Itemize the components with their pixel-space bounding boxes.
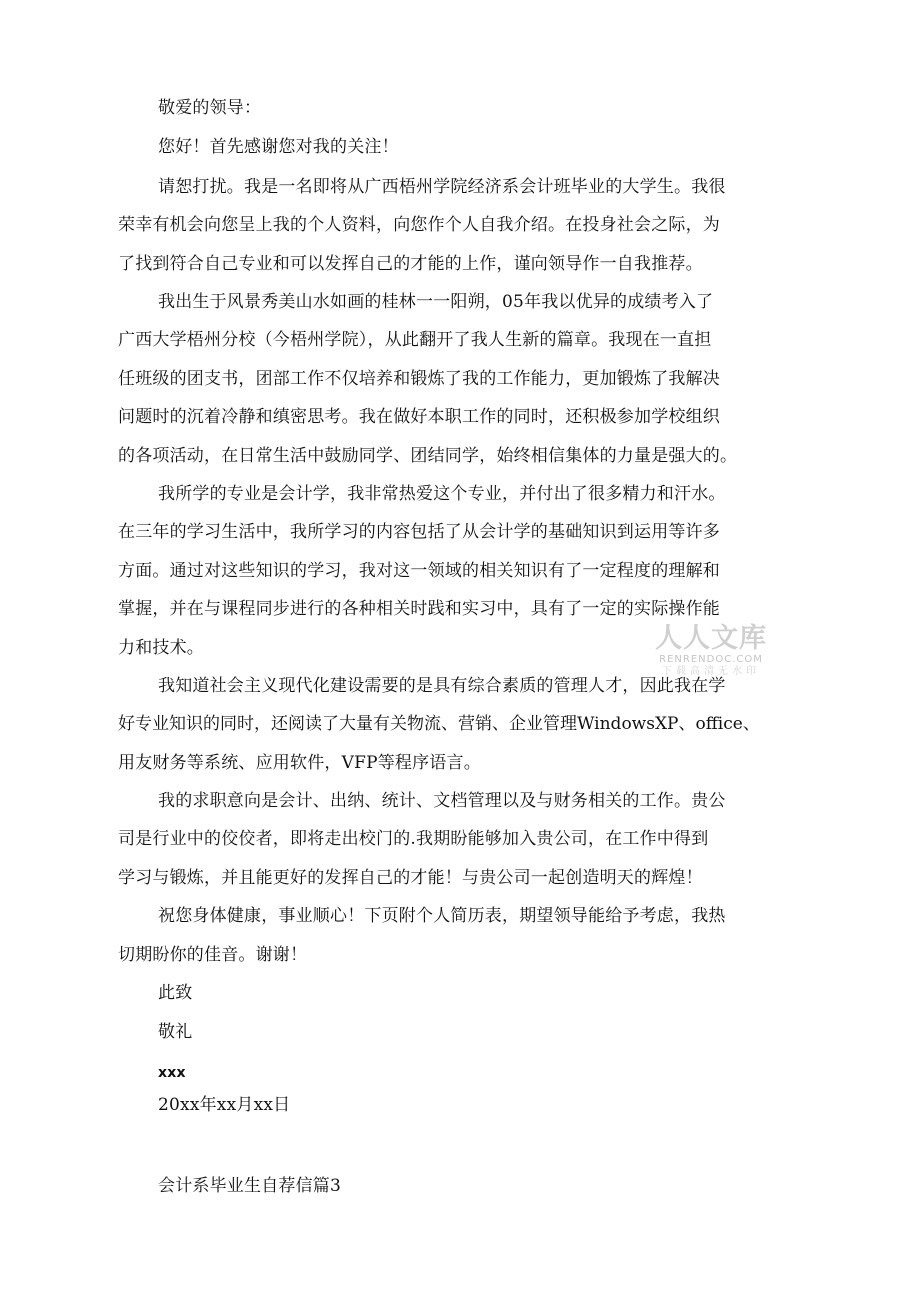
paragraph-line: 切期盼你的佳音。谢谢！ [118,945,308,965]
paragraph-line: 问题时的沉着冷静和缜密思考。我在做好本职工作的同时，还积极参加学校组织 [118,407,720,427]
closing-regards: 此致 [158,983,193,1003]
paragraph-line: 我的求职意向是会计、出纳、统计、文档管理以及与财务相关的工作。贵公 [158,791,726,811]
paragraph-line: 我知道社会主义现代化建设需要的是具有综合素质的管理人才，因此我在学 [158,676,726,696]
paragraph-line: 了找到符合自己专业和可以发挥自己的才能的上作，谨向领导作一自我推荐。 [118,254,703,274]
paragraph-line: 荣幸有机会向您呈上我的个人资料，向您作个人自我介绍。在投身社会之际，为 [118,215,720,235]
paragraph-line: 力和技术。 [118,638,204,658]
salutation: 敬爱的领导： [158,98,262,118]
paragraph-line: 用友财务等系统、应用软件，VFP等程序语言。 [118,753,481,773]
paragraph-line: 广西大学梧州分校（今梧州学院），从此翻开了我人生新的篇章。我现在一直担 [118,330,712,350]
paragraph-line: 任班级的团支书，团部工作不仅培养和锻炼了我的工作能力，更加锻炼了我解决 [118,369,720,389]
closing-salute: 敬礼 [158,1022,193,1042]
greeting: 您好！首先感谢您对我的关注！ [158,137,399,157]
paragraph-line: 好专业知识的同时，还阅读了大量有关物流、营销、企业管理WindowsXP、office、 [118,714,760,734]
date: 20xx年xx月xx日 [158,1095,291,1115]
paragraph-line: 我出生于风景秀美山水如画的桂林一一阳朔，05年我以优异的成绩考入了 [158,292,714,312]
watermark-logo [646,624,776,678]
paragraph-line: 司是行业中的佼佼者，即将走出校门的.我期盼能够加入贵公司，在工作中得到 [118,829,709,849]
watermark-url: RENRENDOC.COM [659,654,763,665]
paragraph-line: 学习与锻炼，并且能更好的发挥自己的才能！与贵公司一起创造明天的辉煌！ [118,868,703,888]
paragraph-line: 请恕打扰。我是一名即将从广西梧州学院经济系会计班毕业的大学生。我很 [158,177,726,197]
signature: xxx [158,1065,186,1081]
paragraph-line: 我所学的专业是会计学，我非常热爱这个专业，并付出了很多精力和汗水。 [158,484,726,504]
paragraph-line: 在三年的学习生活中，我所学习的内容包括了从会计学的基础知识到运用等许多 [118,522,720,542]
watermark-slogan: 下载高清无水印 [662,666,760,677]
paragraph-line: 祝您身体健康，事业顺心！下页附个人简历表，期望领导能给予考虑，我热 [158,906,726,926]
paragraph-line: 的各项活动，在日常生活中鼓励同学、团结同学，始终相信集体的力量是强大的。 [118,446,738,466]
next-section-title: 会计系毕业生自荐信篇3 [158,1176,342,1196]
paragraph-line: 方面。通过对这些知识的学习，我对这一领域的相关知识有了一定程度的理解和 [118,561,720,581]
paragraph-line: 掌握，并在与课程同步进行的各种相关时践和实习中，具有了一定的实际操作能 [118,599,720,619]
watermark-title: 人人文库 [655,623,767,654]
